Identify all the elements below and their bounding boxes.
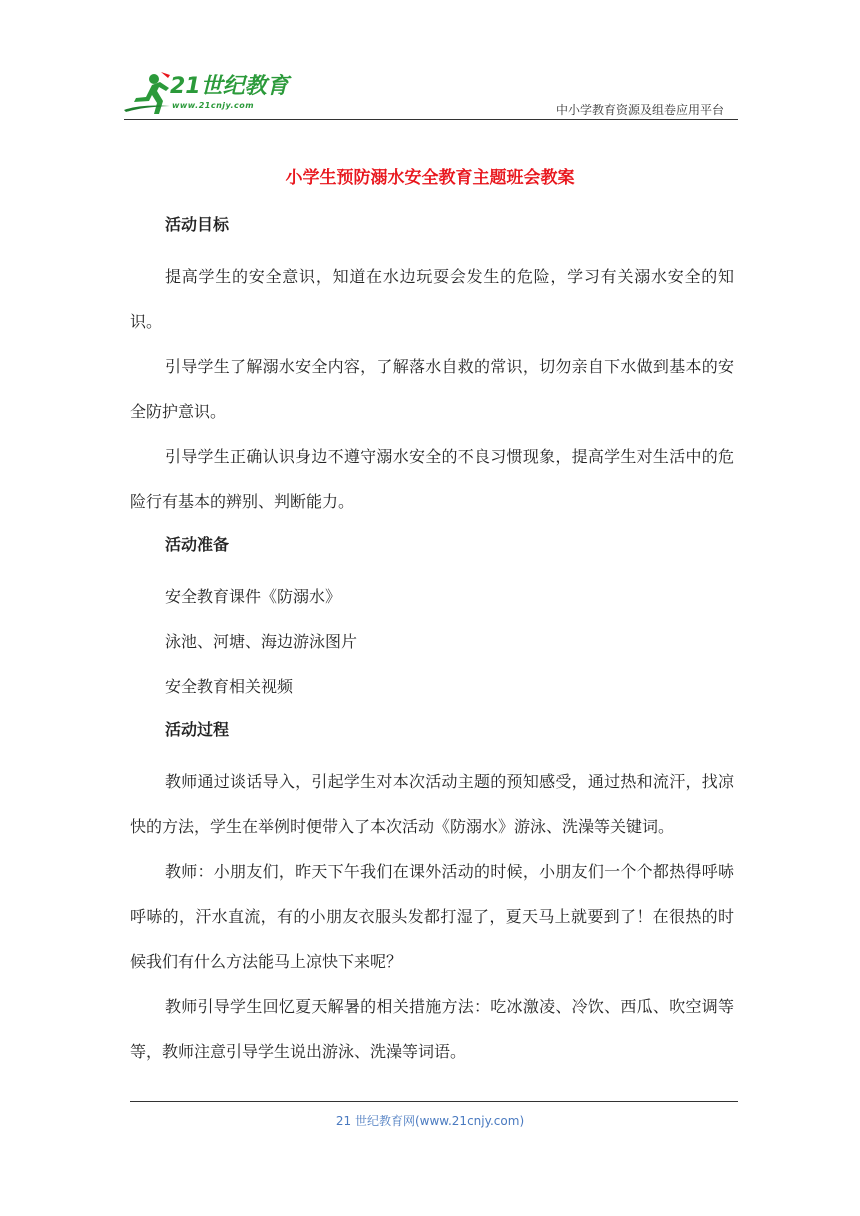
header-tagline: 中小学教育资源及组卷应用平台 xyxy=(555,103,724,117)
page-header xyxy=(124,64,738,120)
document-body xyxy=(130,208,734,1074)
document-title: 小学生预防溺水安全教育主题班会教案 xyxy=(285,168,575,188)
goal-paragraph: 引导学生正确认识身边不遵守溺水安全的不良习惯现象，提高学生对生活中的危险行有基本的辨别、判断能力。 xyxy=(130,447,734,511)
goal-paragraph: 提高学生的安全意识，知道在水边玩耍会发生的危险，学习有关溺水安全的知识。 xyxy=(130,267,734,331)
header-divider xyxy=(124,119,738,120)
section-heading-goals: 活动目标 xyxy=(165,215,230,234)
logo-text: 21世纪教育 xyxy=(170,74,289,99)
process-paragraph: 教师通过谈话导入，引起学生对本次活动主题的预知感受，通过热和流汗，找凉快的方法，学生在举例时便带入了本次活动《防溺水》游泳、洗澡等关键词。 xyxy=(130,772,734,836)
footer-divider xyxy=(130,1101,738,1102)
prep-item: 泳池、河塘、海边游泳图片 xyxy=(165,632,358,651)
logo xyxy=(124,70,294,116)
section-heading-prep: 活动准备 xyxy=(165,535,230,554)
section-heading-process: 活动过程 xyxy=(165,720,230,739)
goal-paragraph: 引导学生了解溺水安全内容，了解落水自救的常识，切勿亲自下水做到基本的安全防护意识。 xyxy=(130,357,734,421)
runner-logo-icon xyxy=(124,70,172,116)
prep-item: 安全教育课件《防溺水》 xyxy=(165,587,342,606)
footer-link[interactable]: 21 世纪教育网(www.21cnjy.com) xyxy=(335,1114,525,1128)
process-paragraph: 教师引导学生回忆夏天解暑的相关措施方法：吃冰激凌、冷饮、西瓜、吹空调等等，教师注意引导学生说出游泳、洗澡等词语。 xyxy=(130,997,734,1061)
logo-url: www.21cnjy.com xyxy=(172,101,255,110)
process-paragraph: 教师：小朋友们，昨天下午我们在课外活动的时候，小朋友们一个个都热得呼哧呼哧的，汗水直流，有的小朋友衣服头发都打湿了，夏天马上就要到了！在很热的时候我们有什么方法能马上凉快下来呢？ xyxy=(130,862,734,971)
prep-item: 安全教育相关视频 xyxy=(165,677,294,696)
